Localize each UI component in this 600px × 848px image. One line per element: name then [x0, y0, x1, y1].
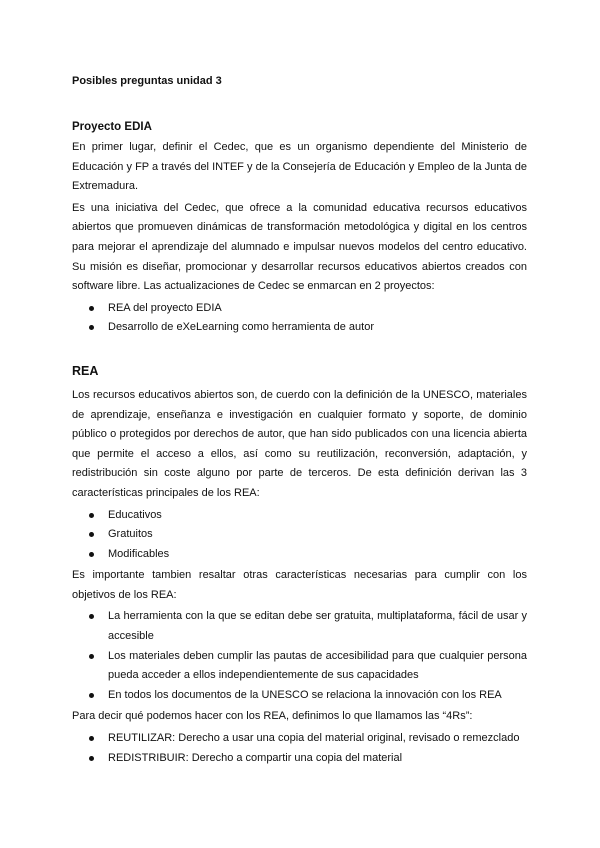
rea-characteristics-list: [72, 506, 527, 565]
list-item: Educativos: [72, 506, 527, 526]
heading-proyecto-edia: Proyecto EDIA: [72, 121, 152, 133]
bullet-icon: [89, 693, 94, 698]
bullet-icon: [89, 756, 94, 761]
bullet-icon: [89, 552, 94, 557]
list-item: Los materiales deben cumplir las pautas de accesibilidad para que cualquier persona pueda acceder a ellos independientemente de sus capacidades: [72, 647, 527, 686]
rea-requirements-list: [72, 607, 527, 705]
paragraph-cedec-definition: En primer lugar, definir el Cedec, que es un organismo dependiente del Ministerio de Educación y FP a través del INTEF y de la Consejería de Educación y Empleo de la Junta de Extremadura.: [72, 141, 527, 193]
document-title: Posibles preguntas unidad 3: [72, 75, 222, 87]
four-rs-list: [72, 729, 527, 768]
list-item: Desarrollo de eXeLearning como herramienta de autor: [72, 318, 527, 338]
bullet-icon: [89, 532, 94, 537]
edia-project-list: [72, 299, 527, 338]
paragraph-4rs-intro: Para decir qué podemos hacer con los REA, definimos lo que llamamos las “4Rs”:: [72, 710, 473, 723]
list-item: REDISTRIBUIR: Derecho a compartir una copia del material: [72, 749, 527, 769]
document-content: [72, 72, 527, 770]
bullet-icon: [89, 306, 94, 311]
bullet-icon: [89, 513, 94, 518]
paragraph-cedec-initiative: Es una iniciativa del Cedec, que ofrece a la comunidad educativa recursos educativos abiertos que promueven dinámicas de transformación metodológica y digital en los centros para mejorar el aprendizaje del alumnado e impulsar nuevos modelos del centro educativo. Su misión es diseñar, promocionar y desarrollar recursos educativos abiertos creados con software libre. Las actualizaciones de Cedec se enmarcan en 2 proyectos:: [72, 201, 527, 293]
bullet-icon: [89, 325, 94, 330]
list-item: Modificables: [72, 545, 527, 565]
paragraph-other-characteristics: Es importante tambien resaltar otras características necesarias para cumplir con los objetivos de los REA:: [72, 569, 527, 601]
bullet-icon: [89, 736, 94, 741]
list-item: REUTILIZAR: Derecho a usar una copia del material original, revisado o remezclado: [72, 729, 527, 749]
list-item: La herramienta con la que se editan debe ser gratuita, multiplataforma, fácil de usar y accesible: [72, 607, 527, 646]
list-item: REA del proyecto EDIA: [72, 299, 527, 319]
bullet-icon: [89, 614, 94, 619]
heading-rea: REA: [72, 363, 99, 378]
list-item: Gratuitos: [72, 525, 527, 545]
bullet-icon: [89, 654, 94, 659]
paragraph-rea-definition: Los recursos educativos abiertos son, de cuerdo con la definición de la UNESCO, materiales de aprendizaje, enseñanza e investigación en cualquier formato y soporte, de dominio público o protegidos por derechos de autor, que han sido publicados con una licencia abierta que permite el acceso a ellos, así como su reutilización, reconversión, adaptación, y redistribución sin coste alguno por parte de terceros. De esta definición derivan las 3 características principales de los REA:: [72, 388, 527, 499]
list-item: En todos los documentos de la UNESCO se relaciona la innovación con los REA: [72, 686, 527, 706]
